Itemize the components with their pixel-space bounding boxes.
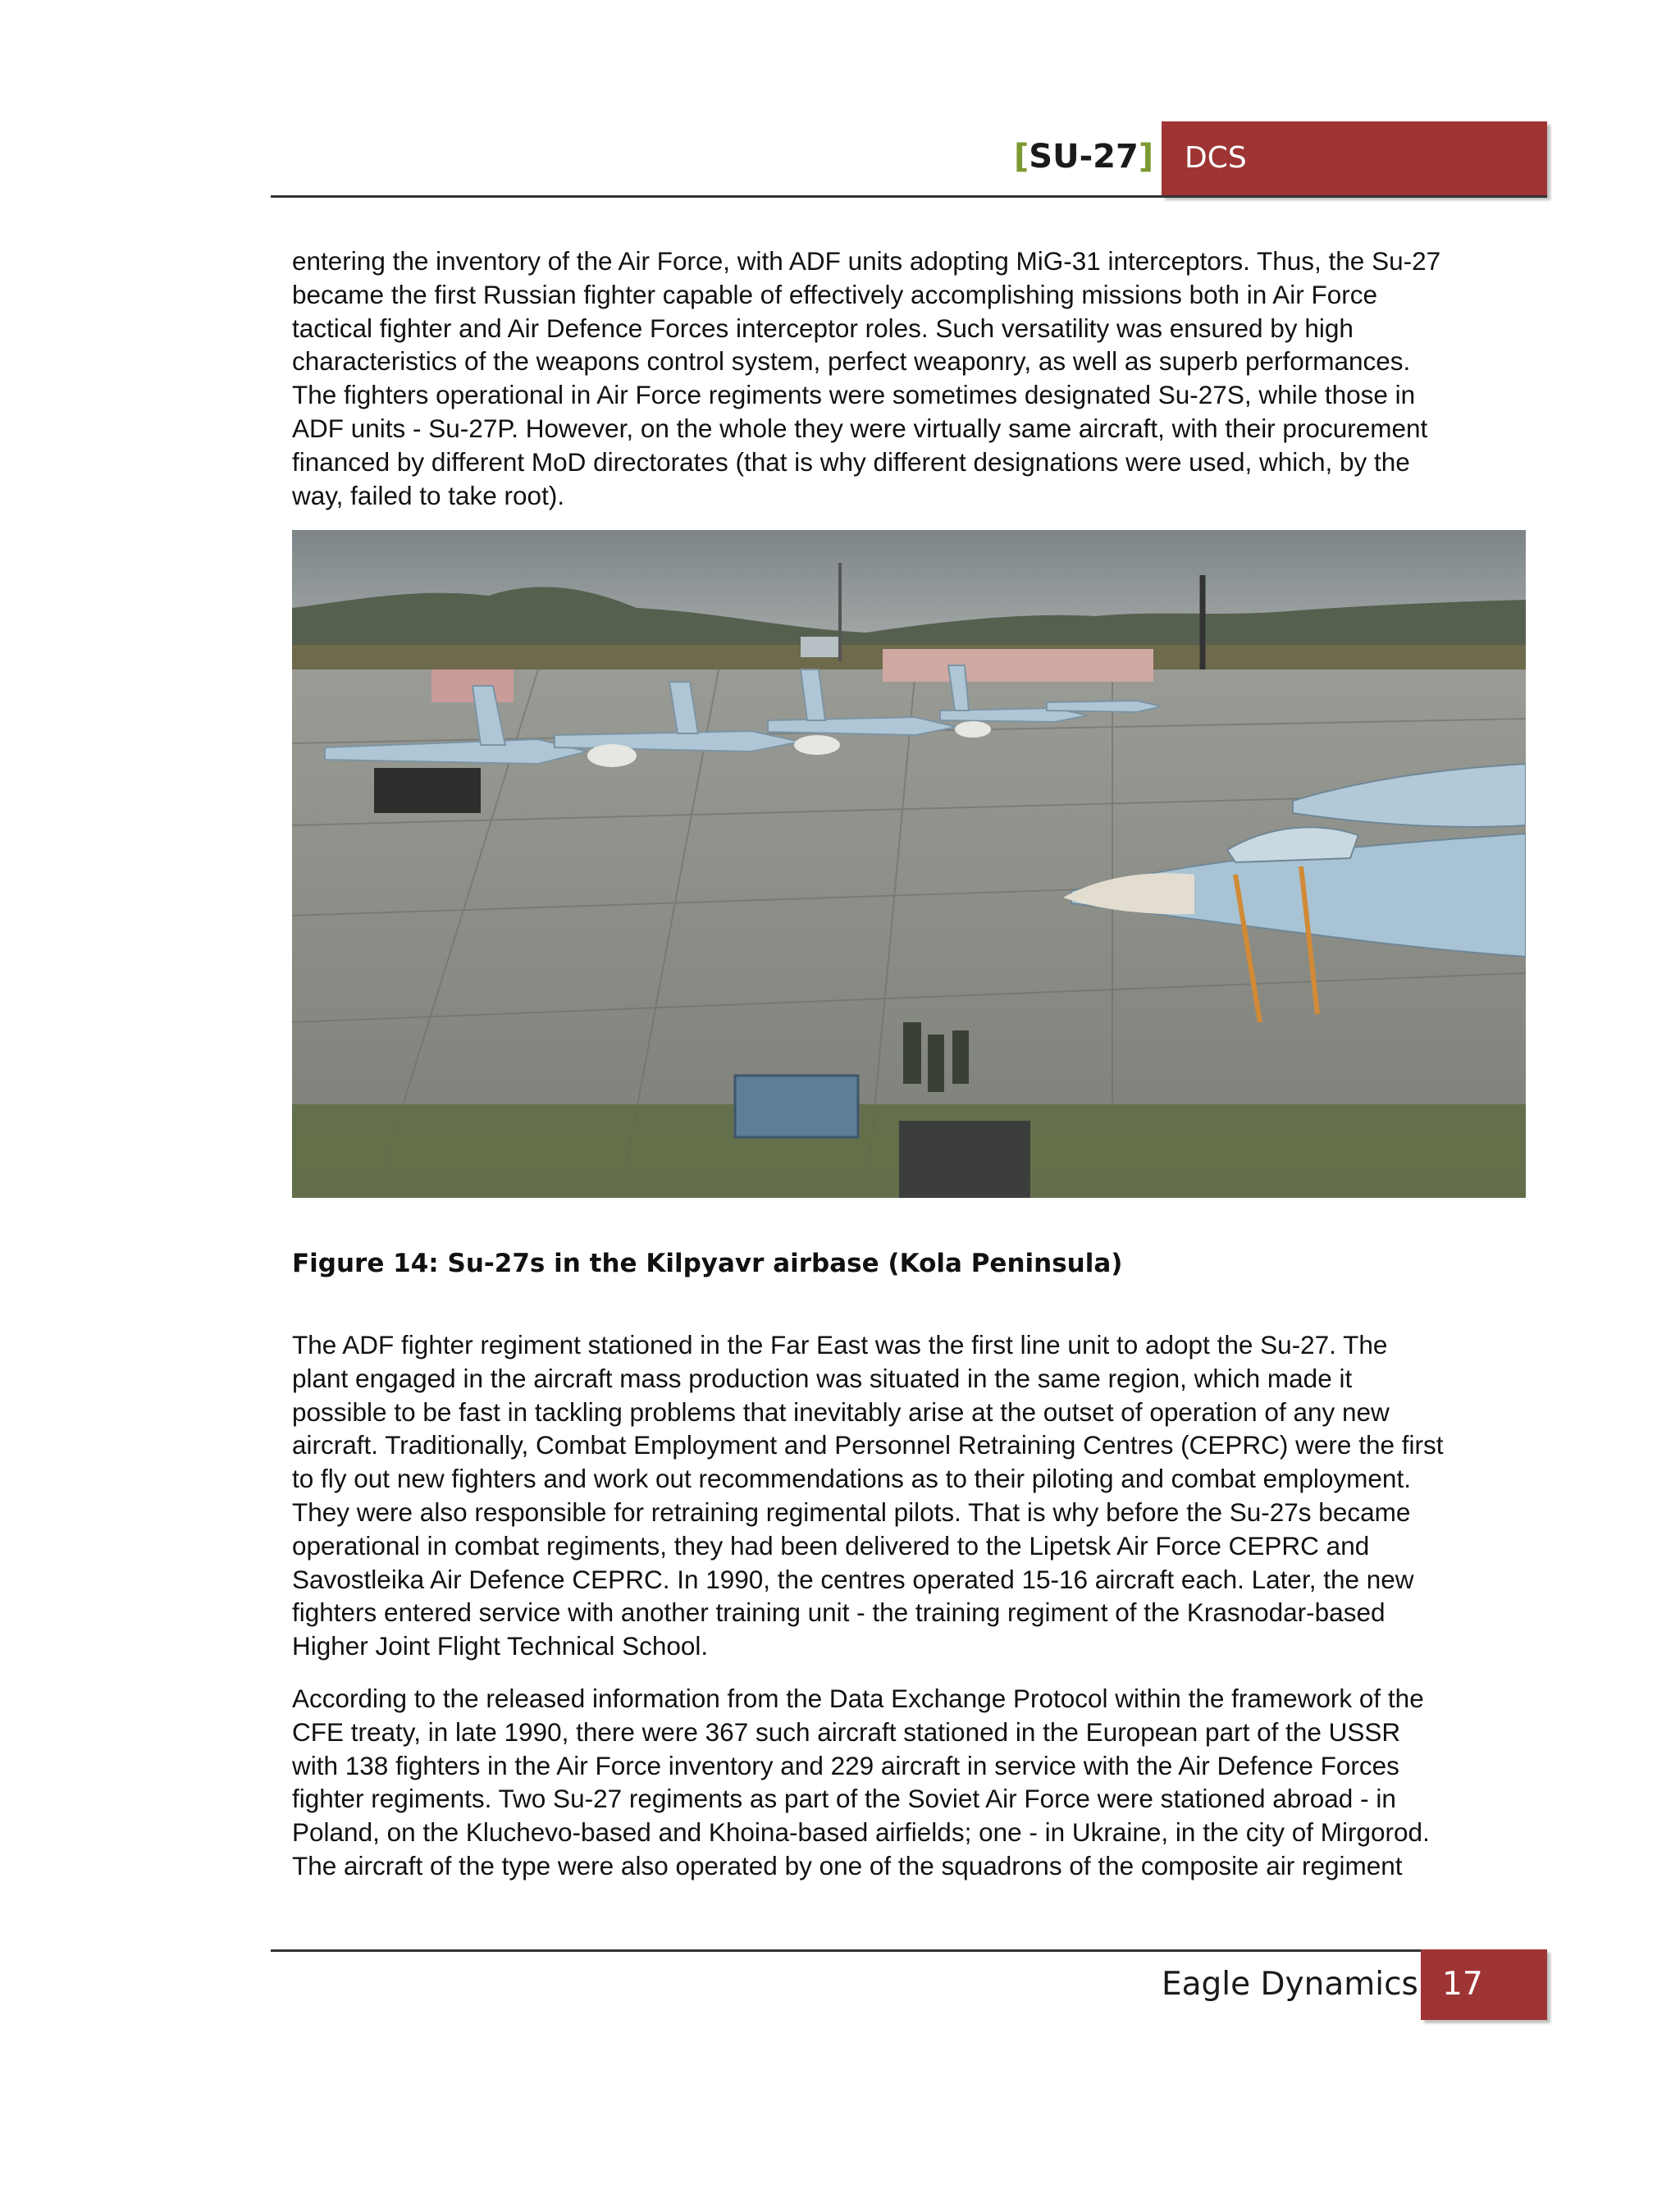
paragraph-cfe: According to the released information from the Data Exchange Protocol within the framework of the CFE treaty, in late 1990, there were 367 such aircraft stationed in the European part of the USSR with 138 fighters in the Air Force inventory and 229 aircraft in service with the Air Defence Forces fighter regiments. Two Su-27 regiments as part of the Soviet Air Force were stationed abroad - in Poland, on the Kluchevo-based and Khoina-based airfields; one - in Ukraine, in the city of Mirgorod. The aircraft of the type were also operated by one of the squadrons of the composite air regiment	[292, 1684, 1430, 1880]
page-number-badge	[1421, 1949, 1547, 2020]
header-rule	[271, 195, 1547, 198]
figure-photo	[292, 530, 1526, 1198]
tower-building	[801, 637, 842, 657]
footer-rule	[271, 1949, 1547, 1952]
footer-publisher: Eagle Dynamics	[1162, 1966, 1418, 2003]
header-tab	[1162, 121, 1547, 197]
header-tab-label: DCS	[1185, 141, 1247, 175]
page-number: 17	[1442, 1966, 1483, 2003]
header-document-title: SU-27	[1029, 138, 1139, 176]
dark-box	[899, 1121, 1030, 1198]
header-title	[1014, 138, 1153, 176]
paragraph-intro: entering the inventory of the Air Force, with ADF units adopting MiG-31 interceptors. Thus, the Su-27 became the first Russian fighter capable of effectively accomplishing missions both in Air Force tactical fighter and Air Defence Forces interceptor roles. Such versatility was ensured by high characteristics of the weapons control system, perfect weaponry, as well as superb performances. The fighters operational in Air Force regiments were sometimes designated Su-27S, while those in ADF units - Su-27P. However, on the whole they were virtually same aircraft, with their procurement financed by different MoD directorates (that is why different designations were used, which, by the way, failed to take root).	[292, 246, 1441, 510]
header-bracket-close: ]	[1138, 138, 1154, 176]
truck	[374, 768, 481, 813]
header-bracket-open: [	[1014, 138, 1029, 176]
airbase-photo-illustration	[292, 530, 1526, 1198]
paragraph-far-east: The ADF fighter regiment stationed in the Far East was the first line unit to adopt the Su-27. The plant engaged in the aircraft mass production was situated in the same region, which made it possible to be fast in tackling problems that inevitably arise at the outset of operation of any new aircraft. Traditionally, Combat Employment and Personnel Retraining Centres (CEPRC) were the first to fly out new fighters and work out recommendations as to their piloting and combat employment. They were also responsible for retraining regimental pilots. That is why before the Su-27s became operational in combat regiments, they had been delivered to the Lipetsk Air Force CEPRC and Savostleika Air Defence CEPRC. In 1990, the centres operated 15-16 aircraft each. Later, the new fighters entered service with another training unit - the training regiment of the Krasnodar-based Higher Joint Flight Technical School.	[292, 1330, 1444, 1661]
figure-caption: Figure 14: Su-27s in the Kilpyavr airbase (Kola Peninsula)	[292, 1249, 1123, 1278]
long-building	[883, 649, 1153, 682]
blue-container	[735, 1076, 858, 1137]
